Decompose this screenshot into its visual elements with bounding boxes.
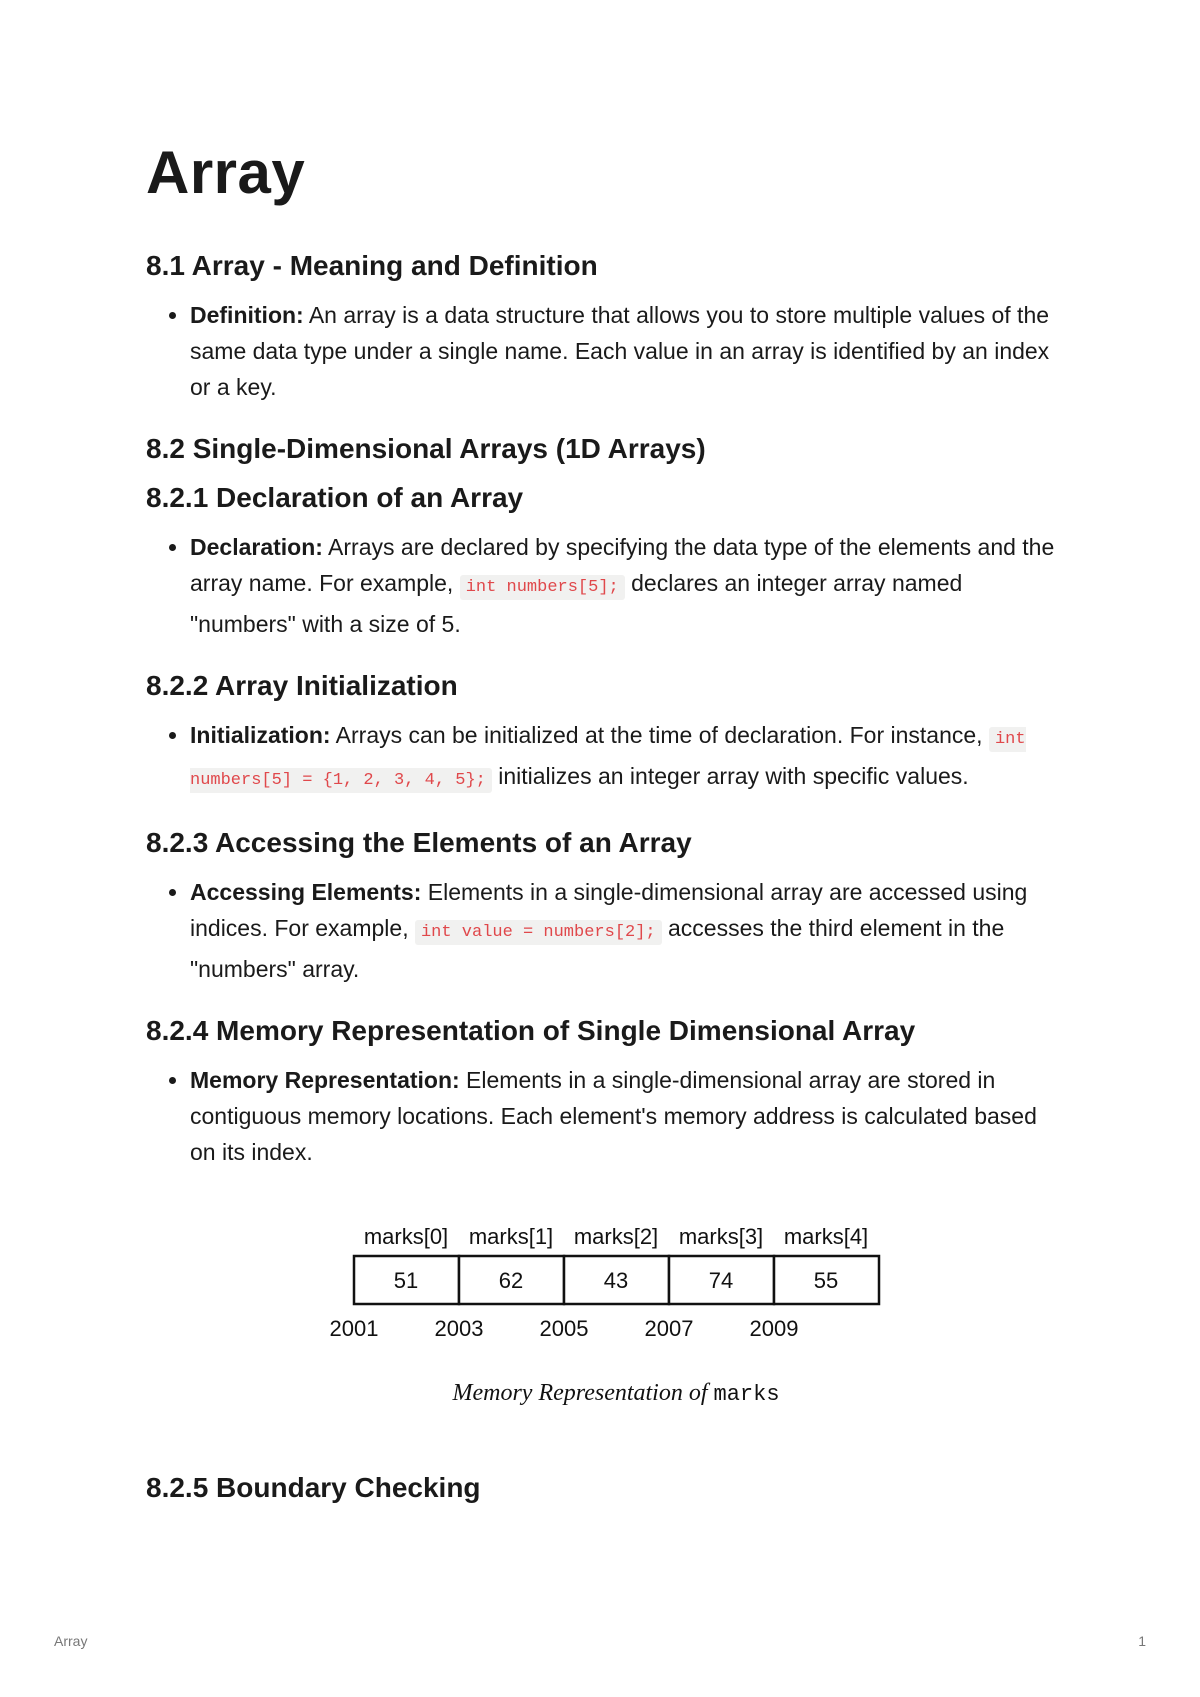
index-label: marks[0] <box>363 1224 449 1249</box>
list-item-declaration <box>190 529 1066 642</box>
heading-8-2-3: 8.2.3 Accessing the Elements of an Array <box>146 827 692 858</box>
document-page <box>146 140 1066 1519</box>
cell-value: 51 <box>393 1268 419 1293</box>
index-label: marks[1] <box>468 1224 554 1249</box>
bold-label: Declaration: <box>190 534 323 560</box>
page-number: 1 <box>1138 1633 1146 1649</box>
item-text: Arrays can be initialized at the time of declaration. For instance, <box>330 722 989 748</box>
list-8-2-3 <box>146 874 1066 987</box>
heading-8-2-1: 8.2.1 Declaration of an Array <box>146 482 524 513</box>
address-label: 2007 <box>644 1316 694 1341</box>
footer-title: Array <box>54 1633 88 1649</box>
cell-value: 74 <box>708 1268 734 1293</box>
heading-8-2-4: 8.2.4 Memory Representation of Single Dimensional Array <box>146 1015 916 1046</box>
heading-8-2-2: 8.2.2 Array Initialization <box>146 670 458 701</box>
page-title: Array <box>146 139 306 206</box>
list-8-2-2 <box>146 717 1066 799</box>
address-label: 2001 <box>329 1316 379 1341</box>
address-labels <box>330 1316 799 1341</box>
list-item-definition <box>190 297 1066 405</box>
item-text: initializes an integer array with specific values. <box>491 763 969 789</box>
caption-code: marks <box>713 1382 780 1407</box>
address-label: 2009 <box>749 1316 799 1341</box>
item-text: Elements in a single-dimensional array are accessed using indices. For example, <box>190 879 1028 941</box>
heading-8-1: 8.1 Array - Meaning and Definition <box>146 250 598 281</box>
inline-code: int numbers[5] = {1, 2, 3, 4, 5}; <box>190 727 1026 793</box>
cell-value: 55 <box>813 1268 839 1293</box>
address-label: 2005 <box>539 1316 589 1341</box>
caption-italic: Memory Representation of <box>452 1380 714 1406</box>
bold-label: Memory Representation: <box>190 1067 460 1093</box>
index-label: marks[4] <box>783 1224 869 1249</box>
index-label: marks[2] <box>573 1224 659 1249</box>
item-text: Arrays are declared by specifying the data type of the elements and the array name. For example, <box>190 534 1055 596</box>
address-label: 2003 <box>434 1316 484 1341</box>
item-text: An array is a data structure that allows you to store multiple values of the same data type under a single name. Each value in an array is identified by an index or a key. <box>190 302 1050 400</box>
item-text: Elements in a single-dimensional array are stored in contiguous memory locations. Each element's memory address is calculated based on its index. <box>190 1067 1037 1165</box>
bold-label: Initialization: <box>190 722 331 748</box>
list-8-2-1 <box>146 529 1066 642</box>
item-text: accesses the third element in the "numbers" array. <box>190 915 1005 982</box>
bold-label: Accessing Elements: <box>190 879 422 905</box>
list-8-1 <box>146 297 1066 405</box>
heading-8-2-5: 8.2.5 Boundary Checking <box>146 1472 481 1503</box>
inline-code: int value = numbers[2]; <box>415 920 662 945</box>
memory-diagram <box>324 1218 884 1418</box>
cell-value: 43 <box>603 1268 629 1293</box>
inline-code: int numbers[5]; <box>460 575 625 600</box>
heading-8-2: 8.2 Single-Dimensional Arrays (1D Arrays) <box>146 433 706 464</box>
list-8-2-4 <box>146 1062 1066 1170</box>
cell-value: 62 <box>498 1268 524 1293</box>
list-item-accessing <box>190 874 1066 987</box>
memory-diagram-svg <box>324 1218 884 1418</box>
item-text: declares an integer array named "numbers" with a size of 5. <box>190 570 963 637</box>
list-item-memory <box>190 1062 1066 1170</box>
figure-caption <box>451 1380 779 1407</box>
index-label: marks[3] <box>678 1224 764 1249</box>
index-labels <box>364 1224 868 1249</box>
list-item-initialization <box>190 717 1066 799</box>
bold-label: Definition: <box>190 302 304 328</box>
